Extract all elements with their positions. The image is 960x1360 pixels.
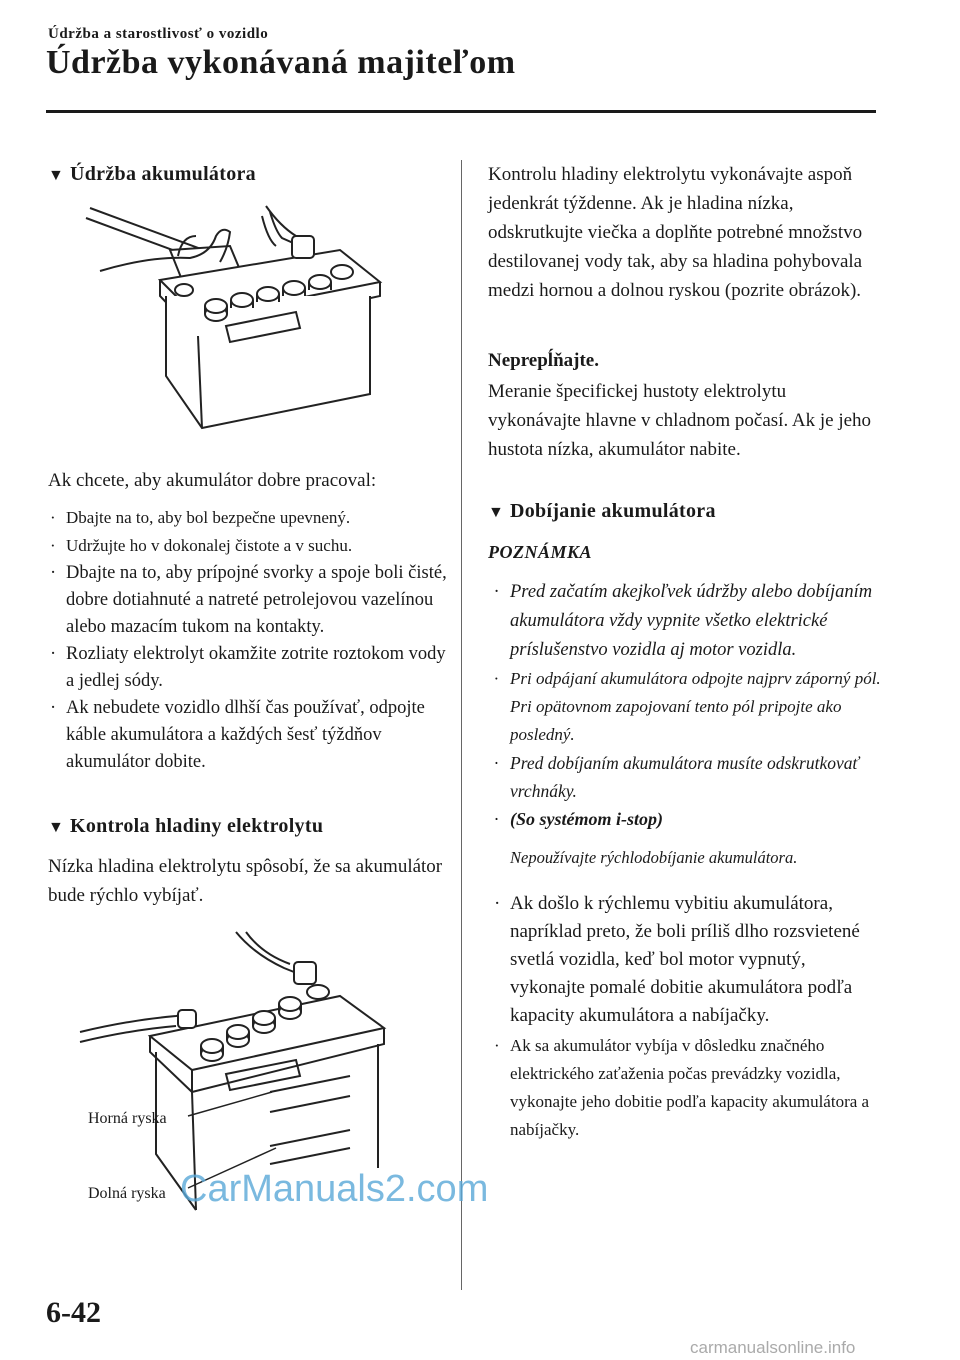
watermark-logo: CarManuals2.com [180, 1168, 489, 1210]
no-overfill-warning: Neprepĺňajte. [488, 350, 599, 371]
charging-list [492, 890, 884, 1144]
page-title: Údržba vykonávaná majiteľom [46, 44, 516, 81]
list-item: · Pri odpájaní akumulátora odpojte najprv záporný pól. Pri opätovnom zapojovaní tento pól pripojte ako posledný. [494, 669, 881, 744]
list-item: · Pred začatím akejkoľvek údržby alebo dobíjaním akumulátora vždy vypnite všetko elektrické príslušenstvo vozidla aj motor vozidla. [494, 582, 873, 660]
list-item: · Pred dobíjaním akumulátora musíte odskrutkovať vrchnáky. [494, 753, 859, 801]
page-number: 6-42 [46, 1296, 101, 1329]
list-item: · Dbajte na to, aby prípojné svorky a spoje boli čisté, dobre dotiahnuté a natreté petrolejovou vazelínou alebo mazacím tukom na kontakty. [50, 563, 447, 637]
triangle-marker-icon: ▼ [48, 819, 65, 836]
column-divider [461, 160, 462, 1290]
header-rule [46, 110, 876, 113]
heading-battery-maintenance: ▼ Údržba akumulátora [48, 163, 256, 185]
level-check-paragraph: Kontrolu hladiny elektrolytu vykonávajte aspoň jedenkrát týždenne. Ak je hladina nízka, odskrutkujte viečka a doplňte potrebné množstvo destilovanej vody tak, aby sa hladina pohybovala medzi hornou a dolnou ryskou (pozrite obrázok). [488, 164, 863, 301]
specific-gravity-paragraph: Meranie špecifickej hustoty elektrolytu vykonávajte hlavne v chladnom počasí. Ak je jeho hustota nízka, akumulátor nabite. [488, 381, 872, 460]
triangle-marker-icon: ▼ [48, 167, 65, 184]
list-item: · (So systémom i-stop) [494, 809, 663, 829]
electrolyte-paragraph: Nízka hladina elektrolytu spôsobí, že sa akumulátor bude rýchlo vybíjať. [48, 856, 443, 906]
lower-level-label: Dolná ryska [88, 1185, 166, 1202]
heading-electrolyte-level: ▼ Kontrola hladiny elektrolytu [48, 815, 324, 837]
list-item: · Ak sa akumulátor vybíja v dôsledku značného elektrického zaťaženia počas prevádzky vozidla, vykonajte jeho dobitie podľa kapacity akumulátora a nabíjačky. [494, 1036, 870, 1139]
list-item: · Ak nebudete vozidlo dlhší čas používať, odpojte káble akumulátora a každých šesť týždňov akumulátor dobite. [50, 698, 425, 772]
intro-paragraph: Ak chcete, aby akumulátor dobre pracoval: [48, 470, 377, 491]
maintenance-tips-list [48, 504, 458, 776]
triangle-marker-icon: ▼ [488, 504, 505, 521]
list-item: · Ak došlo k rýchlemu vybitiu akumulátora, napríklad preto, že boli príliš dlho rozsvietené svetlá vozidla, keď bol motor vypnutý, vykonajte pomalé dobitie akumulátora podľa kapacity akumulátora a nabíjačky. [494, 893, 860, 1026]
list-item: · Dbajte na to, aby bol bezpečne upevnený. [50, 508, 351, 527]
watermark-corner: carmanualsonline.info [690, 1338, 856, 1357]
note-list [492, 578, 884, 833]
battery-cleaning-illustration [70, 196, 450, 446]
list-item: · Rozliaty elektrolyt okamžite zotrite roztokom vody a jedlej sódy. [50, 644, 446, 691]
note-label: POZNÁMKA [488, 542, 593, 562]
istop-note: Nepoužívajte rýchlodobíjanie akumulátora. [510, 848, 798, 867]
list-item: · Udržujte ho v dokonalej čistote a v suchu. [50, 536, 353, 555]
heading-charging: ▼ Dobíjanie akumulátora [488, 500, 716, 522]
upper-level-label: Horná ryska [88, 1110, 167, 1127]
section-breadcrumb: Údržba a starostlivosť o vozidlo [48, 26, 269, 42]
